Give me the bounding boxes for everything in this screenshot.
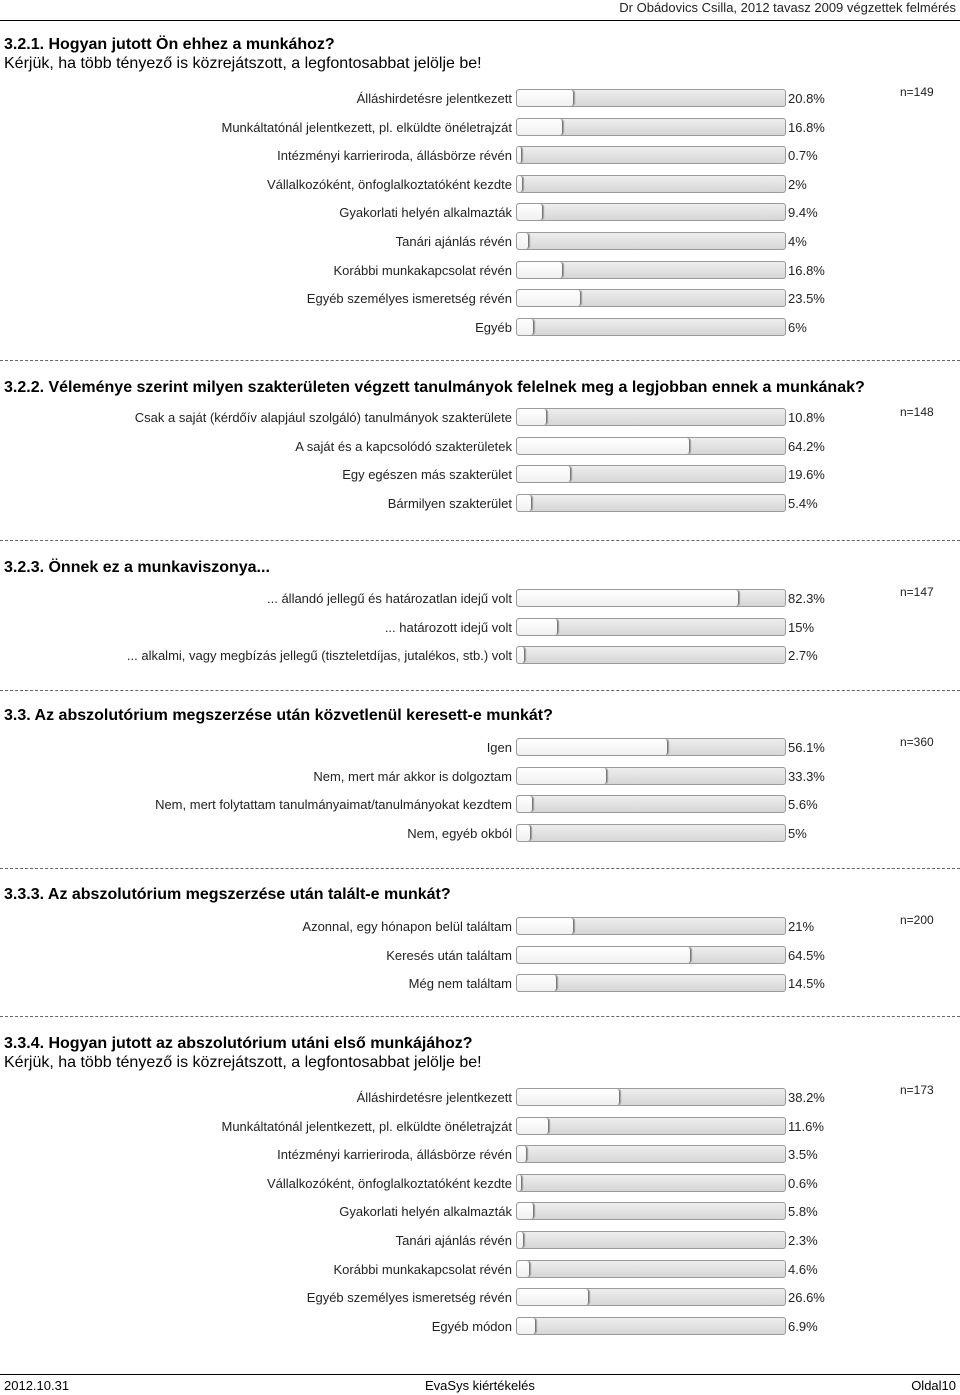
percentage-bar — [517, 1289, 589, 1305]
bar-track — [516, 917, 786, 935]
answer-row — [0, 465, 950, 485]
percentage-value: 15% — [788, 619, 815, 635]
percentage-bar — [517, 1203, 534, 1219]
answer-row — [0, 738, 950, 758]
percentage-value: 56.1% — [788, 740, 825, 755]
answer-label: Álláshirdetésre jelentkezett — [356, 1090, 512, 1105]
answer-row — [0, 824, 950, 844]
answer-row — [0, 1174, 950, 1194]
answer-row — [0, 1088, 950, 1108]
percentage-value: 4% — [788, 234, 807, 249]
answer-row — [0, 1145, 950, 1165]
percentage-bar — [517, 319, 534, 335]
answer-label: Intézményi karrieriroda, állásbörze révén — [277, 148, 512, 164]
percentage-value: 21% — [788, 919, 815, 934]
answer-label: A saját és a kapcsolódó szakterületek — [295, 438, 512, 454]
percentage-value: 16.8% — [788, 119, 825, 135]
percentage-bar — [517, 466, 571, 482]
answer-label: Tanári ajánlás révén — [395, 234, 512, 249]
percentage-value: 19.6% — [788, 467, 825, 483]
percentage-bar — [517, 409, 547, 425]
percentage-value: 5.4% — [788, 495, 818, 511]
answer-row — [0, 437, 950, 457]
sample-size: n=149 — [900, 85, 934, 99]
answer-label: Munkáltatónál jelentkezett, pl. elküldte önéletrajzát — [221, 119, 512, 135]
bar-track — [516, 1231, 786, 1249]
percentage-bar — [517, 147, 522, 163]
percentage-bar — [517, 1318, 536, 1334]
answer-label: Intézményi karrieriroda, állásbörze révén — [277, 1147, 512, 1163]
percentage-value: 11.6% — [788, 1118, 824, 1134]
percentage-value: 82.3% — [788, 591, 825, 606]
percentage-value: 2% — [788, 176, 807, 192]
answer-row — [0, 946, 950, 966]
answer-row — [0, 646, 950, 666]
answer-row — [0, 175, 950, 195]
answer-label: Azonnal, egy hónapon belül találtam — [302, 919, 512, 934]
bar-track — [516, 1260, 786, 1278]
percentage-bar — [517, 204, 543, 220]
percentage-bar — [517, 947, 691, 963]
percentage-value: 2.3% — [788, 1233, 818, 1248]
percentage-value: 33.3% — [788, 768, 825, 784]
percentage-bar — [517, 796, 533, 812]
answer-label: Tanári ajánlás révén — [395, 1233, 512, 1248]
answer-label: ... állandó jellegű és határozatlan idejű volt — [267, 591, 512, 606]
percentage-bar — [517, 1232, 524, 1248]
answer-row — [0, 795, 950, 815]
answer-label: Egyéb személyes ismeretség révén — [306, 291, 512, 307]
percentage-value: 20.8% — [788, 91, 825, 106]
sample-size: n=173 — [900, 1083, 934, 1097]
header-rule — [0, 20, 960, 21]
answer-label: Munkáltatónál jelentkezett, pl. elküldte önéletrajzát — [221, 1118, 512, 1134]
percentage-value: 4.6% — [788, 1261, 818, 1277]
answer-row — [0, 618, 950, 638]
answer-row — [0, 89, 950, 109]
bar-track — [516, 289, 786, 307]
answer-label: Vállalkozóként, önfoglalkoztatóként kezdte — [267, 1175, 512, 1191]
percentage-value: 23.5% — [788, 291, 825, 307]
percentage-bar — [517, 825, 531, 841]
answer-label: Nem, mert már akkor is dolgoztam — [313, 768, 512, 784]
answer-label: Nem, mert folytattam tanulmányaimat/tanulmányokat kezdtem — [155, 797, 512, 813]
bar-track — [516, 318, 786, 336]
bar-track — [516, 795, 786, 813]
percentage-value: 5% — [788, 825, 807, 841]
answer-label: Csak a saját (kérdőív alapjául szolgáló) tanulmányok szakterülete — [134, 410, 512, 425]
answer-row — [0, 767, 950, 787]
bar-track — [516, 494, 786, 512]
section-divider — [0, 1016, 960, 1017]
bar-track — [516, 1202, 786, 1220]
answer-row — [0, 1231, 950, 1251]
percentage-bar — [517, 1175, 522, 1191]
percentage-bar — [517, 438, 690, 454]
answer-label: Korábbi munkakapcsolat révén — [333, 262, 512, 278]
percentage-bar — [517, 119, 563, 135]
percentage-bar — [517, 1118, 549, 1134]
percentage-value: 26.6% — [788, 1290, 825, 1306]
percentage-bar — [517, 262, 563, 278]
bar-track — [516, 974, 786, 992]
percentage-bar — [517, 90, 574, 106]
percentage-bar — [517, 590, 739, 606]
footer-date: 2012.10.31 — [4, 1378, 70, 1393]
section-divider — [0, 540, 960, 541]
bar-track — [516, 1317, 786, 1335]
percentage-bar — [517, 918, 574, 934]
percentage-value: 5.6% — [788, 797, 818, 813]
percentage-value: 10.8% — [788, 410, 825, 425]
answer-row — [0, 408, 950, 428]
answer-row — [0, 1202, 950, 1222]
percentage-bar — [517, 975, 557, 991]
percentage-bar — [517, 739, 668, 755]
answer-label: Bármilyen szakterület — [387, 495, 512, 511]
answer-label: Gyakorlati helyén alkalmazták — [339, 1204, 512, 1220]
percentage-bar — [517, 1089, 620, 1105]
percentage-value: 16.8% — [788, 262, 825, 278]
percentage-bar — [517, 290, 581, 306]
percentage-bar — [517, 647, 525, 663]
footer-page-number: Oldal10 — [911, 1378, 956, 1393]
bar-track — [516, 437, 786, 455]
question-section — [4, 706, 954, 725]
section-divider — [0, 868, 960, 869]
percentage-value: 6% — [788, 319, 807, 335]
sample-size: n=360 — [900, 735, 934, 749]
question-title: 3.2.3. Önnek ez a munkaviszonya... — [4, 559, 270, 576]
answer-label: Keresés után találtam — [386, 947, 512, 963]
answer-label: ... határozott idejű volt — [384, 619, 512, 635]
bar-track — [516, 946, 786, 964]
percentage-value: 14.5% — [788, 976, 825, 992]
question-title: 3.3.4. Hogyan jutott az abszolutórium utáni első munkájához? — [4, 1035, 473, 1052]
bar-track — [516, 618, 786, 636]
answer-label: Vállalkozóként, önfoglalkoztatóként kezdte — [267, 176, 512, 192]
answer-row — [0, 974, 950, 994]
percentage-bar — [517, 768, 607, 784]
percentage-value: 3.5% — [788, 1147, 818, 1163]
section-divider — [0, 690, 960, 691]
answer-row — [0, 1260, 950, 1280]
answer-row — [0, 232, 950, 252]
bar-track — [516, 1288, 786, 1306]
answer-row — [0, 118, 950, 138]
percentage-bar — [517, 233, 529, 249]
percentage-value: 64.2% — [788, 438, 825, 454]
bar-track — [516, 203, 786, 221]
answer-label: Még nem találtam — [408, 976, 512, 992]
percentage-value: 64.5% — [788, 947, 825, 963]
bar-track — [516, 232, 786, 250]
answer-label: Álláshirdetésre jelentkezett — [356, 91, 512, 106]
answer-label: Igen — [486, 740, 512, 755]
percentage-bar — [517, 495, 532, 511]
answer-row — [0, 289, 950, 309]
bar-track — [516, 118, 786, 136]
answer-row — [0, 1317, 950, 1337]
question-title: 3.2.2. Véleménye szerint milyen szakterületen végzett tanulmányok felelnek meg a legjobban ennek a munkának? — [4, 379, 865, 396]
bar-track — [516, 465, 786, 483]
footer-rule — [0, 1374, 960, 1375]
question-section — [4, 885, 954, 904]
percentage-bar — [517, 1261, 530, 1277]
percentage-value: 0.7% — [788, 148, 818, 164]
bar-track — [516, 261, 786, 279]
percentage-bar — [517, 619, 558, 635]
percentage-value: 38.2% — [788, 1090, 825, 1105]
question-subtitle: Kérjük, ha több tényező is közrejátszott, a legfontosabbat jelölje be! — [4, 55, 482, 72]
answer-row — [0, 917, 950, 937]
bar-track — [516, 1117, 786, 1135]
bar-track — [516, 408, 786, 426]
bar-track — [516, 175, 786, 193]
percentage-value: 5.8% — [788, 1204, 818, 1220]
question-section — [4, 378, 954, 397]
percentage-bar — [517, 176, 523, 192]
answer-row — [0, 589, 950, 609]
bar-track — [516, 767, 786, 785]
bar-track — [516, 89, 786, 107]
bar-track — [516, 1088, 786, 1106]
question-title: 3.3.3. Az abszolutórium megszerzése után talált-e munkát? — [4, 886, 451, 903]
percentage-value: 9.4% — [788, 205, 818, 221]
answer-label: Egyéb — [475, 319, 512, 335]
sample-size: n=147 — [900, 585, 934, 599]
bar-track — [516, 146, 786, 164]
question-section — [4, 558, 954, 577]
answer-label: Egyéb módon — [431, 1318, 512, 1334]
answer-label: Egy egészen más szakterület — [342, 467, 512, 483]
sample-size: n=200 — [900, 913, 934, 927]
bar-track — [516, 646, 786, 664]
section-divider — [0, 360, 960, 361]
question-subtitle: Kérjük, ha több tényező is közrejátszott, a legfontosabbat jelölje be! — [4, 1054, 482, 1071]
author-info: Dr Obádovics Csilla, 2012 tavasz 2009 végzettek felmérés — [619, 0, 956, 15]
question-title: 3.2.1. Hogyan jutott Ön ehhez a munkához? — [4, 36, 335, 53]
answer-row — [0, 494, 950, 514]
bar-track — [516, 824, 786, 842]
footer-center-text: EvaSys kiértékelés — [425, 1378, 535, 1393]
question-section — [4, 1034, 954, 1072]
percentage-bar — [517, 1146, 527, 1162]
answer-row — [0, 1117, 950, 1137]
bar-track — [516, 1174, 786, 1192]
percentage-value: 6.9% — [788, 1318, 818, 1334]
bar-track — [516, 1145, 786, 1163]
answer-row — [0, 203, 950, 223]
sample-size: n=148 — [900, 405, 934, 419]
percentage-value: 0.6% — [788, 1175, 818, 1191]
answer-label: Egyéb személyes ismeretség révén — [306, 1290, 512, 1306]
answer-label: Nem, egyéb okból — [407, 825, 512, 841]
answer-row — [0, 1288, 950, 1308]
answer-row — [0, 146, 950, 166]
answer-label: ... alkalmi, vagy megbízás jellegű (tiszteletdíjas, jutalékos, stb.) volt — [126, 648, 512, 664]
answer-row — [0, 318, 950, 338]
bar-track — [516, 589, 786, 607]
question-title: 3.3. Az abszolutórium megszerzése után közvetlenül keresett-e munkát? — [4, 707, 553, 724]
answer-label: Korábbi munkakapcsolat révén — [333, 1261, 512, 1277]
answer-row — [0, 261, 950, 281]
answer-label: Gyakorlati helyén alkalmazták — [339, 205, 512, 221]
bar-track — [516, 738, 786, 756]
question-section — [4, 35, 954, 73]
percentage-value: 2.7% — [788, 648, 818, 664]
